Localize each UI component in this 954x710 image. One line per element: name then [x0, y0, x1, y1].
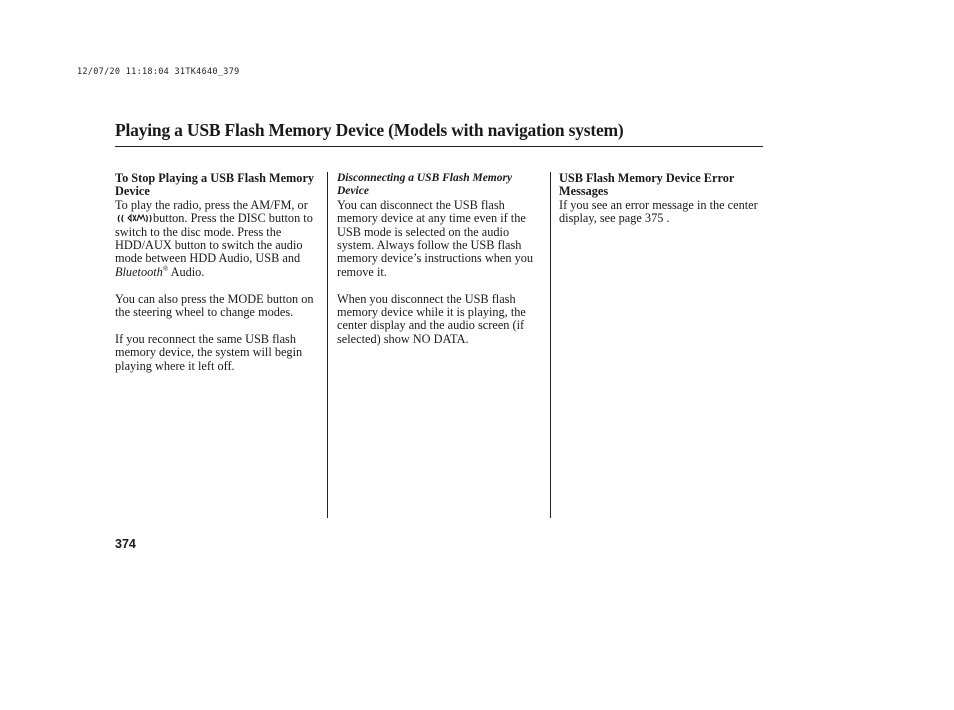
column-divider	[327, 172, 328, 518]
svg-text:)): ))	[145, 214, 153, 224]
paragraph-mode-button: You can also press the MODE button on the steering wheel to change modes.	[115, 291, 314, 320]
paragraph-error-reference: If you see an error message in the center display, see page 375 .	[559, 197, 758, 226]
column-disconnecting	[337, 172, 545, 346]
text-part: To play the radio, press the AM/FM, or	[115, 197, 308, 212]
text-part: button. Press the DISC button to switch to the disc mode. Press the HDD/AUX button to switch the audio mode between HDD Audio, USB and	[115, 211, 313, 266]
section-heading-disconnecting: Disconnecting a USB Flash Memory Device	[337, 172, 513, 198]
page-title: Playing a USB Flash Memory Device (Models with navigation system)	[115, 120, 624, 140]
section-heading-stop-playing: To Stop Playing a USB Flash Memory Device	[115, 171, 315, 199]
column-error-messages	[559, 172, 759, 226]
bluetooth-brand: Bluetooth	[115, 264, 163, 279]
paragraph-reconnect: If you reconnect the same USB flash memory device, the system will begin playing where it left off.	[115, 331, 303, 373]
section-heading-error-messages: USB Flash Memory Device Error Messages	[559, 171, 735, 199]
xm-radio-icon	[117, 213, 151, 223]
text-part: Audio.	[170, 264, 205, 279]
title-divider	[115, 146, 763, 147]
registered-mark: ®	[162, 264, 169, 273]
page-number: 374	[115, 537, 136, 551]
paragraph-disconnect-anytime: You can disconnect the USB flash memory device at any time even if the USB mode is selected on the audio system. Always follow the USB flash memory device’s instructions when you remove it.	[337, 197, 534, 279]
svg-text:((: ((	[117, 214, 125, 224]
print-stamp: 12/07/20 11:18:04 31TK4640_379	[77, 67, 240, 77]
column-divider	[550, 172, 551, 518]
paragraph-no-data: When you disconnect the USB flash memory device while it is playing, the center display and the audio screen (if selected) show NO DATA.	[337, 291, 526, 346]
paragraph-radio-instructions	[115, 199, 323, 279]
column-stop-playing	[115, 172, 323, 373]
